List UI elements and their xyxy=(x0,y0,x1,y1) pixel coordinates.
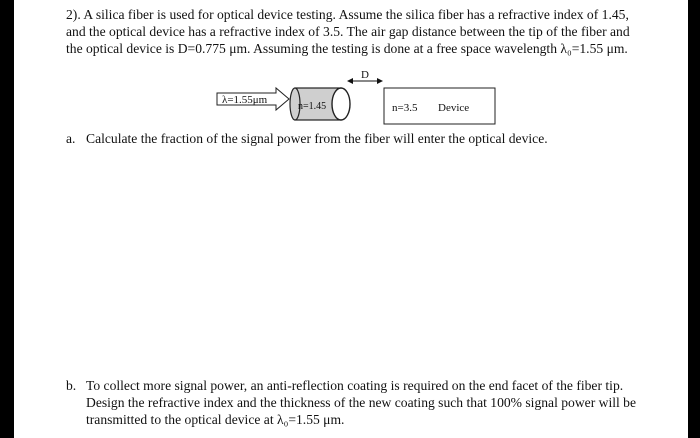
question-b-line: To collect more signal power, an anti-reflection coating is required on the end facet of the fiber tip. xyxy=(86,378,624,393)
gap-label: D xyxy=(361,69,369,81)
problem-line: and the optical device has a refractive index of 3.5. The air gap distance between the tip of the fiber and xyxy=(66,24,630,39)
question-a-line: Calculate the fraction of the signal power from the fiber will enter the optical device. xyxy=(86,131,548,146)
question-b-line: transmitted to the optical device at λ₀=1.55 μm. xyxy=(86,412,345,427)
fiber-device-diagram xyxy=(216,66,506,128)
right-edge-bar xyxy=(688,0,700,438)
problem-statement xyxy=(66,6,646,57)
fiber-index-label: n=1.45 xyxy=(298,101,327,112)
question-b-line: Design the refractive index and the thickness of the new coating such that 100% signal power will be xyxy=(86,395,637,410)
problem-line: the optical device is D=0.775 μm. Assuming the testing is done at a free space wavelength λ₀=1.55 μm. xyxy=(66,41,628,56)
wavelength-label: λ=1.55μm xyxy=(222,94,268,106)
problem-line: 2). A silica fiber is used for optical device testing. Assume the silica fiber has a refractive index of 1.45, xyxy=(66,7,629,22)
left-edge-bar xyxy=(0,0,14,438)
question-a-marker: a. xyxy=(66,131,76,146)
device-label: Device xyxy=(438,102,470,114)
device-index-label: n=3.5 xyxy=(392,102,418,114)
question-b-marker: b. xyxy=(66,378,77,393)
